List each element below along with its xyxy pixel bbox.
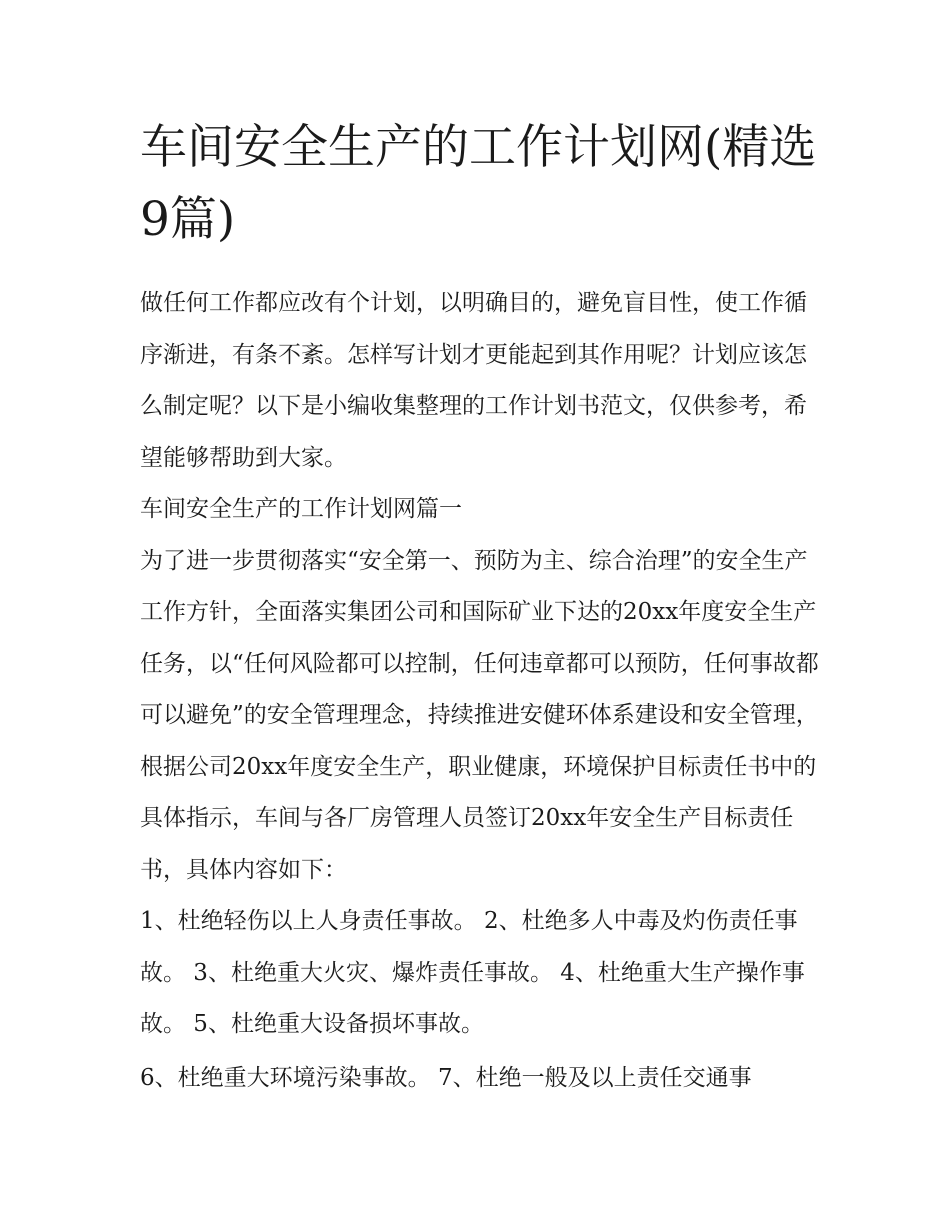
document-title: 车间安全生产的工作计划网(精选9篇) <box>140 120 817 247</box>
intro-paragraph: 做任何工作都应改有个计划，以明确目的，避免盲目性，使工作循序渐进，有条不紊。怎样写计划才更能起到其作用呢？计划应该怎么制定呢？以下是小编收集整理的工作计划书范文，仅供参考，希望能够帮助到大家。 <box>140 290 807 471</box>
document-body <box>140 278 820 1104</box>
body-paragraph: 为了进一步贯彻落实“安全第一、预防为主、综合治理”的安全生产工作方针，全面落实集团公司和国际矿业下达的20xx年度安全生产任务，以“任何风险都可以控制，任何违章都可以预防，任何事故都可以避免”的安全管理理念，持续推进安健环体系建设和安全管理，根据公司20xx年度安全生产，职业健康，环境保护目标责任书中的具体指示，车间与各厂房管理人员签订20xx年安全生产目标责任书，具体内容如下： <box>140 547 819 883</box>
document-content <box>140 112 820 1104</box>
list-paragraph-continued: 6、杜绝重大环境污染事故。 7、杜绝一般及以上责任交通事 <box>140 1064 752 1091</box>
list-paragraph: 1、杜绝轻伤以上人身责任事故。 2、杜绝多人中毒及灼伤责任事故。 3、杜绝重大火灾、爆炸责任事故。 4、杜绝重大生产操作事故。 5、杜绝重大设备损坏事故。 <box>140 908 805 1037</box>
section-heading: 车间安全生产的工作计划网篇一 <box>140 496 462 522</box>
